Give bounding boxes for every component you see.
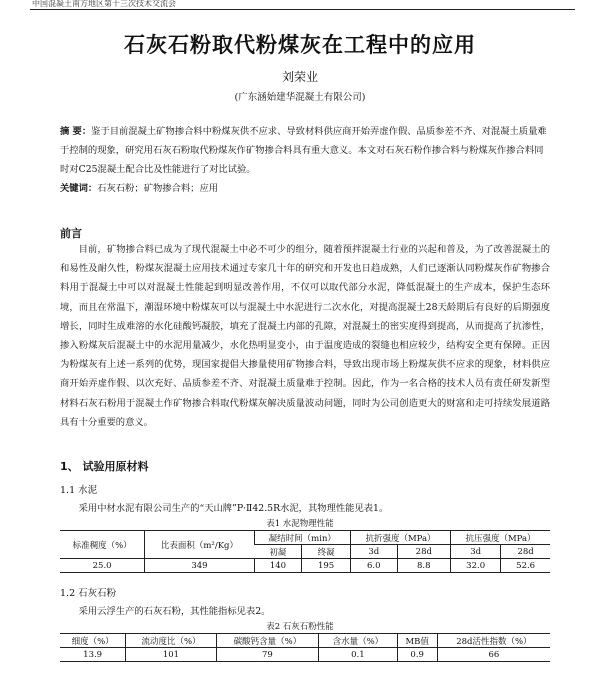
table1-cell: 8.8 [397,559,450,573]
table2-cell: 0.1 [319,648,397,662]
table2-header-cell: 碳酸钙含量（%） [216,634,318,648]
abstract-text: 鉴于目前混凝土矿物掺合料中粉煤灰供不应求、导致材料供应商开始弄虚作假、品质参差不齐、对混凝土质量难于控制的现象，研究用石灰石粉取代粉煤灰作矿物掺合料具有重大意义。本文对石灰石粉作掺合料与粉煤灰作掺合料同时对C25混凝土配合比及性能进行了对比试验。 [60,126,547,175]
running-header: 中国混凝土南方地区第十三次技术交流会 [32,0,176,8]
table1-header-setting: 凝结时间（min） [254,531,350,545]
table1-header-flex28: 28d [397,545,450,559]
keywords-label: 关键词： [60,183,98,194]
table1-cell: 195 [302,559,351,573]
table1-header-comp28: 28d [501,545,550,559]
limestone-properties-table [60,633,550,662]
table1-cell: 6.0 [350,559,397,573]
abstract-label: 摘 要： [60,126,92,137]
intro-heading: 前言 [60,227,82,240]
table1-cell: 349 [145,559,254,573]
cement-properties-table [60,530,550,573]
table2-header-cell: 细度（%） [60,634,126,648]
table1-header-initial: 初凝 [254,545,302,559]
table2-cell: 79 [216,648,318,662]
limestone-text: 采用云浮生产的石灰石粉，其性能指标见表2。 [78,606,271,617]
limestone-heading: 1.2 石灰石粉 [60,588,117,599]
table1-cell: 140 [254,559,302,573]
table1-header-consistency: 标准稠度（%） [60,531,145,559]
affiliation: (广东涵始建华混凝土有限公司) [234,92,366,103]
paper-title: 石灰石粉取代粉煤灰在工程中的应用 [124,33,476,57]
table2-caption: 表2 石灰石粉性能 [266,622,334,632]
table1-header-flex3: 3d [350,545,397,559]
cement-text: 采用中材水泥有限公司生产的“天山牌”P·Ⅱ42.5R水泥，其物理性能见表1。 [78,503,389,514]
keywords [60,180,548,194]
keywords-text: 石灰石粉；矿物掺合料；应用 [97,183,219,194]
intro-paragraph: 目前，矿物掺合料已成为了现代混凝土中必不可少的组分，随着预拌混凝土行业的兴起和普及，为了改善混凝土的和易性及耐久性，粉煤灰混凝土应用技术通过专家几十年的研究和开发也日趋成熟，人们已逐渐认同粉煤灰作矿物掺合料用于混凝土中可以对混凝土性能起到明显改善作用，不仅可以取代部分水泥，降低混凝土的生产成本，保护生态环境，而且在常温下，潮湿环境中粉煤灰可以与混凝土中水泥进行二次水化，对提高混凝土28天龄期后有良好的后期强度增长，同时生成难溶的水化硅酸钙凝胶，填充了混凝土内部的孔隙，对混凝土的密实度得到提高，从而提高了抗渗性，掺入粉煤灰后混凝土中的水泥用量减少，水化热明显变小，由于温度造成的裂缝也相应较少，结构安全更有保障。正因为粉煤灰有上述一系列的优势，现国家提倡大掺量使用矿物掺合料，导致出现市场上粉煤灰供不应求的现象，材料供应商开始弄虚作假、以次充好、品质参差不齐、对混凝土质量难于控制。因此，作为一名合格的技术人员有责任研发新型材料石灰石粉用于混凝土作矿物掺合料取代粉煤灰解决质量波动问题，同时为公司创造更大的财富和走可持续发展道路具有十分重要的意义。 [60,244,550,428]
abstract [60,122,548,179]
table1-caption: 表1 水泥物理性能 [266,519,334,529]
author: 刘荣业 [281,70,318,84]
table2-cell: 101 [126,648,216,662]
table1-header-comp3: 3d [451,545,501,559]
table2-cell: 13.9 [60,648,126,662]
table2-header-cell: 含水量（%） [319,634,397,648]
table2-header-cell: MB值 [397,634,437,648]
table1-cell: 25.0 [60,559,145,573]
table-row [60,648,550,662]
section1-heading: 1、 试验用原材料 [60,460,149,473]
table1-header-flex: 抗折强度（MPa） [350,531,450,545]
table1-header-comp: 抗压强度（MPa） [451,531,550,545]
table1-header-surface: 比表面积（m²/Kg） [145,531,254,559]
table2-header-cell: 流动度比（%） [126,634,216,648]
table2-header-cell: 28d活性指数（%） [437,634,550,648]
table-row [60,559,550,573]
table2-cell: 66 [437,648,550,662]
table1-cell: 52.6 [501,559,550,573]
table1-cell: 32.0 [451,559,501,573]
cement-heading: 1.1 水泥 [60,485,98,496]
table1-header-final: 终凝 [302,545,351,559]
table2-cell: 0.9 [397,648,437,662]
